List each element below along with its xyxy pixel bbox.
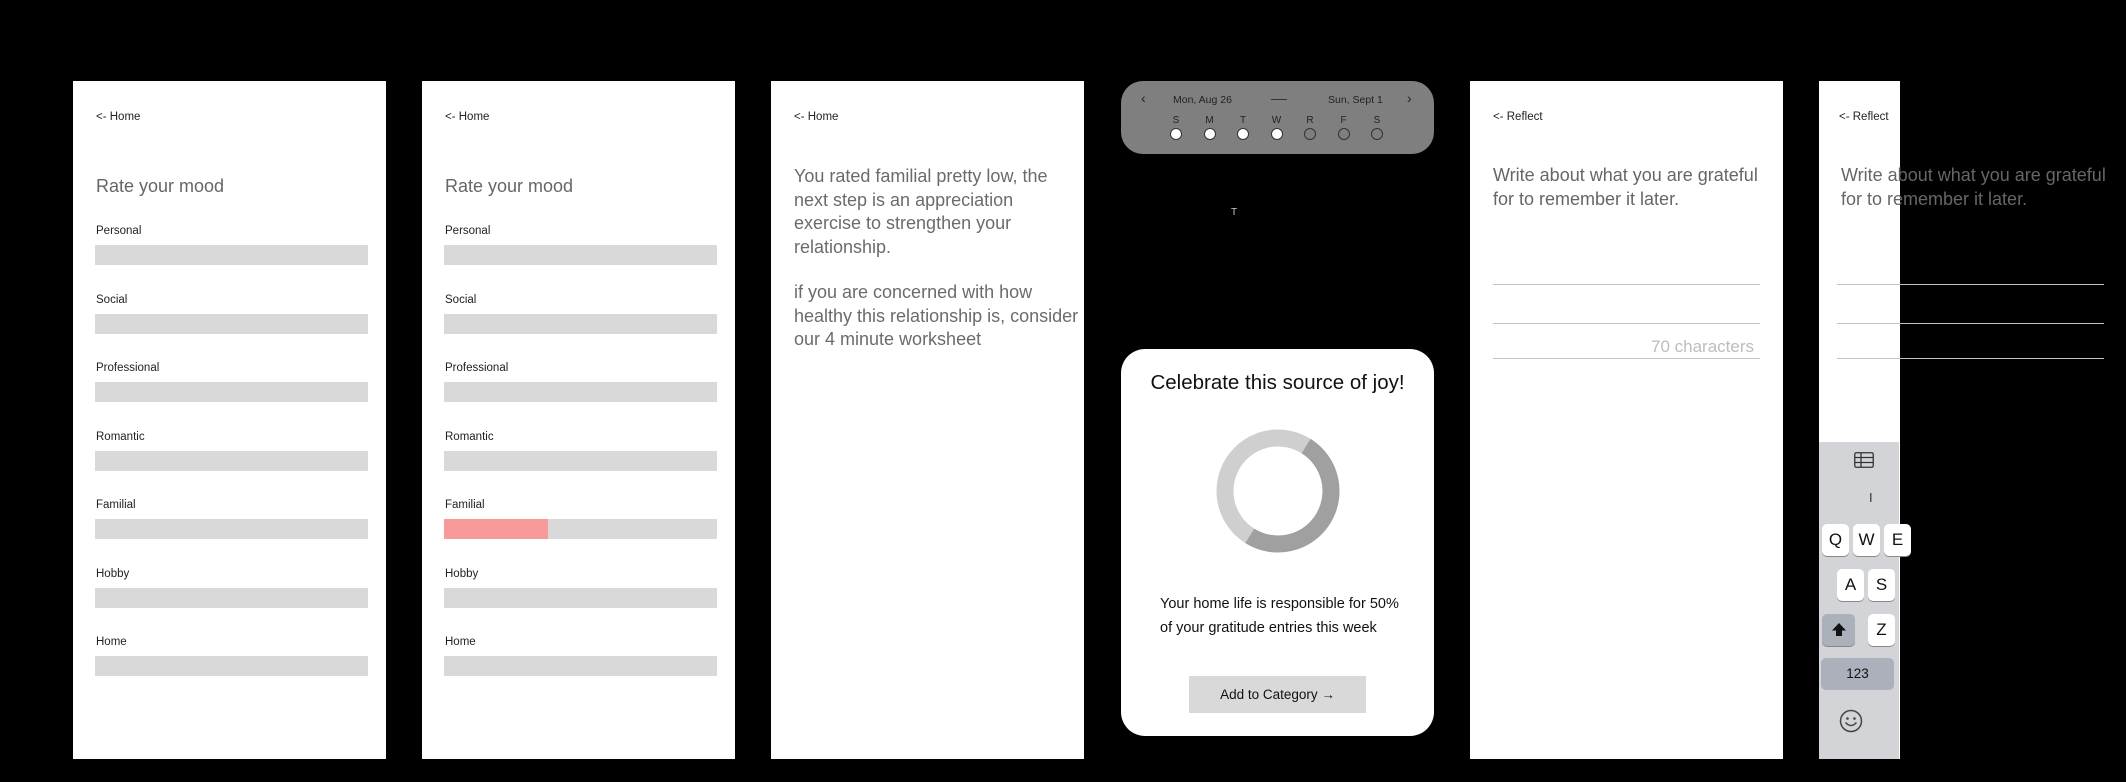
entry-line[interactable] bbox=[1493, 358, 1760, 359]
day-selector[interactable] bbox=[1203, 115, 1217, 140]
character-counter: 70 characters bbox=[1651, 337, 1754, 356]
mood-row-home bbox=[444, 636, 717, 676]
key-w[interactable]: W bbox=[1853, 524, 1880, 556]
date-range-dash bbox=[1271, 99, 1287, 100]
mood-row-romantic bbox=[95, 431, 368, 471]
card-summary: Your home life is responsible for 50% of your gratitude entries this week bbox=[1160, 596, 1399, 636]
mood-label: Familial bbox=[445, 499, 485, 511]
reflect-screen bbox=[1470, 81, 1783, 759]
mood-row-hobby bbox=[444, 568, 717, 608]
back-home-link[interactable]: <- Home bbox=[445, 111, 490, 123]
reflect-prompt: Write about what you are grateful for to remember it later. bbox=[1493, 165, 1758, 209]
worksheet-paragraph[interactable]: if you are concerned with how healthy this relationship is, consider our 4 minute worksheet bbox=[794, 282, 1079, 349]
celebrate-card bbox=[1121, 349, 1434, 736]
mood-label: Hobby bbox=[445, 567, 479, 580]
back-home-link[interactable]: <- Home bbox=[96, 111, 141, 123]
back-reflect-link[interactable]: <- Reflect bbox=[1493, 111, 1543, 123]
mood-slider-fill bbox=[444, 519, 548, 539]
week-end-date: Sun, Sept 1 bbox=[1328, 94, 1383, 106]
mood-row-professional bbox=[444, 362, 717, 402]
entry-line[interactable] bbox=[1837, 284, 2104, 285]
key-a[interactable]: A bbox=[1837, 569, 1864, 601]
day-selector[interactable] bbox=[1303, 115, 1317, 140]
day-indicator bbox=[1170, 128, 1182, 140]
mood-slider[interactable] bbox=[95, 382, 368, 402]
on-screen-keyboard bbox=[1819, 442, 1904, 759]
day-letter: T bbox=[1239, 115, 1247, 126]
key-z[interactable]: Z bbox=[1868, 614, 1895, 646]
day-selector[interactable] bbox=[1236, 115, 1250, 140]
mood-slider[interactable] bbox=[444, 245, 717, 265]
day-indicator bbox=[1204, 128, 1216, 140]
feedback-paragraph: You rated familial pretty low, the next step is an appreciation exercise to strengthen your relationship. bbox=[794, 166, 1048, 257]
reflect-keyboard-screen bbox=[1819, 81, 2106, 759]
mood-row-familial bbox=[95, 499, 368, 539]
celebrate-screen bbox=[1121, 81, 1434, 759]
chevron-right-icon[interactable]: › bbox=[1407, 90, 1412, 106]
page-title: Rate your mood bbox=[96, 176, 225, 196]
day-letter: F bbox=[1340, 115, 1347, 126]
day-letter: S bbox=[1373, 115, 1381, 126]
day-selector[interactable] bbox=[1370, 115, 1384, 140]
day-selector[interactable] bbox=[1337, 115, 1351, 140]
day-indicator bbox=[1304, 128, 1316, 140]
mood-screen-rated bbox=[422, 81, 735, 759]
entry-line[interactable] bbox=[1493, 284, 1760, 285]
text-cursor: T bbox=[1231, 207, 1238, 218]
mood-label: Personal bbox=[96, 225, 142, 237]
mood-slider[interactable] bbox=[444, 588, 717, 608]
mood-label: Home bbox=[96, 636, 127, 648]
key-e[interactable]: E bbox=[1884, 524, 1911, 556]
emoji-icon[interactable] bbox=[1839, 709, 1863, 733]
page-title: Rate your mood bbox=[445, 176, 574, 196]
mood-slider[interactable] bbox=[95, 588, 368, 608]
mood-row-familial bbox=[444, 499, 717, 539]
mood-row-personal bbox=[444, 225, 717, 265]
day-indicator bbox=[1371, 128, 1383, 140]
day-indicator bbox=[1271, 128, 1283, 140]
mood-label: Hobby bbox=[96, 567, 130, 580]
mood-slider[interactable] bbox=[95, 314, 368, 334]
feedback-screen bbox=[771, 81, 1084, 759]
mood-label: Familial bbox=[96, 499, 136, 511]
day-letter: W bbox=[1271, 115, 1282, 126]
mood-label: Home bbox=[445, 636, 476, 648]
mood-label: Romantic bbox=[445, 430, 494, 443]
back-reflect-link[interactable]: <- Reflect bbox=[1839, 111, 1889, 123]
day-letter: S bbox=[1172, 115, 1180, 126]
mood-slider[interactable] bbox=[95, 245, 368, 265]
key-q[interactable]: Q bbox=[1822, 524, 1849, 556]
back-home-link[interactable]: <- Home bbox=[794, 111, 839, 123]
entry-line[interactable] bbox=[1837, 323, 2104, 324]
day-letter: R bbox=[1306, 115, 1314, 126]
mood-row-personal bbox=[95, 225, 368, 265]
day-selector[interactable] bbox=[1169, 115, 1183, 140]
day-indicator bbox=[1237, 128, 1249, 140]
mood-row-social bbox=[95, 294, 368, 334]
week-start-date: Mon, Aug 26 bbox=[1173, 94, 1232, 106]
keyboard-caret: I bbox=[1869, 490, 1873, 505]
mood-slider[interactable] bbox=[444, 519, 717, 539]
mood-label: Romantic bbox=[96, 430, 145, 443]
mood-label: Professional bbox=[96, 362, 160, 374]
week-selector bbox=[1121, 81, 1434, 154]
entry-line[interactable] bbox=[1837, 358, 2104, 359]
shift-icon[interactable] bbox=[1822, 614, 1855, 646]
day-selector[interactable] bbox=[1270, 115, 1284, 140]
mood-label: Social bbox=[445, 293, 477, 306]
card-title: Celebrate this source of joy! bbox=[1150, 371, 1405, 394]
chevron-left-icon[interactable]: ‹ bbox=[1141, 90, 1146, 106]
add-to-category-button[interactable]: Add to Category → bbox=[1189, 676, 1366, 713]
mood-slider[interactable] bbox=[444, 314, 717, 334]
mood-row-social bbox=[444, 294, 717, 334]
mood-row-hobby bbox=[95, 568, 368, 608]
donut-ring bbox=[1216, 429, 1340, 553]
mood-label: Personal bbox=[445, 225, 491, 237]
mood-slider[interactable] bbox=[444, 656, 717, 676]
mood-screen-empty bbox=[73, 81, 386, 759]
entry-line[interactable] bbox=[1493, 323, 1760, 324]
mood-row-professional bbox=[95, 362, 368, 402]
key-s[interactable]: S bbox=[1868, 569, 1895, 601]
mood-row-romantic bbox=[444, 431, 717, 471]
day-indicator bbox=[1338, 128, 1350, 140]
numbers-key[interactable]: 123 bbox=[1821, 658, 1894, 690]
mood-slider[interactable] bbox=[444, 451, 717, 471]
mood-slider[interactable] bbox=[95, 519, 368, 539]
reflect-prompt: Write about what you are grateful for to remember it later. bbox=[1841, 165, 2106, 209]
mood-slider[interactable] bbox=[95, 656, 368, 676]
day-letter: M bbox=[1205, 115, 1214, 126]
mood-label: Professional bbox=[445, 362, 509, 374]
mood-slider[interactable] bbox=[95, 451, 368, 471]
mood-label: Social bbox=[96, 293, 128, 306]
mood-slider[interactable] bbox=[444, 382, 717, 402]
table-icon[interactable] bbox=[1854, 452, 1874, 468]
mood-row-home bbox=[95, 636, 368, 676]
